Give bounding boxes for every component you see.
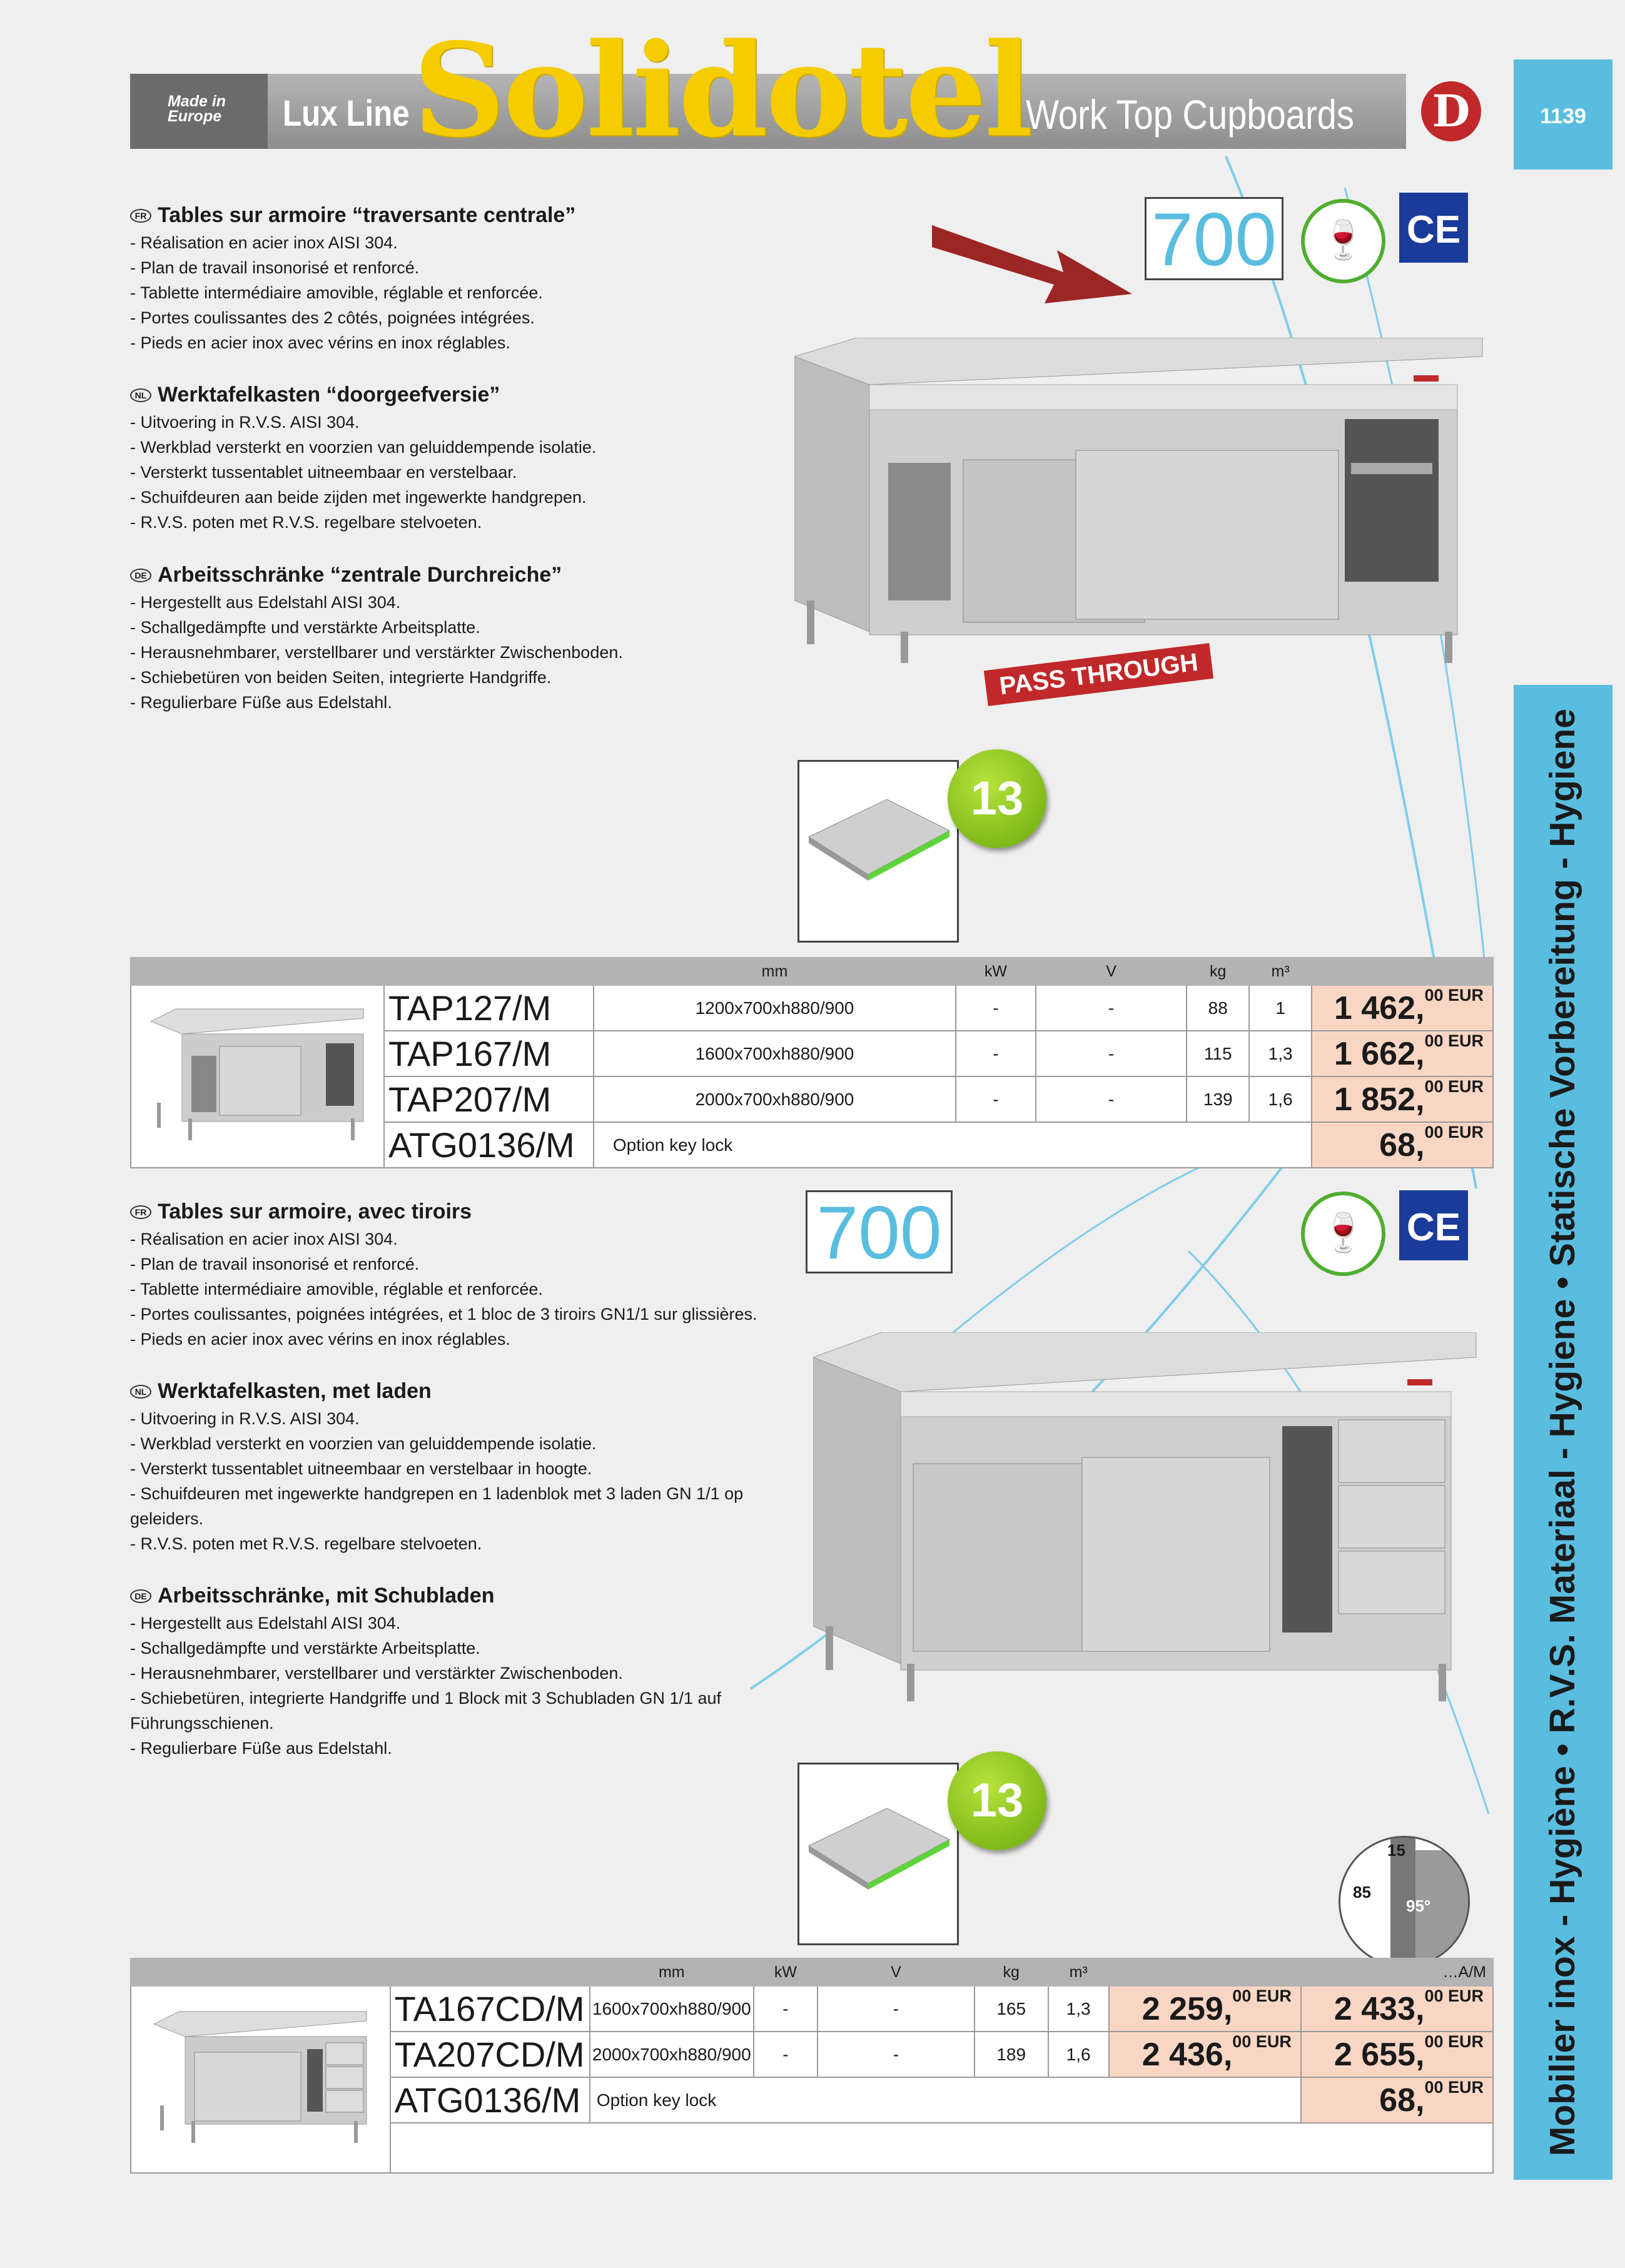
col-m3: m³ <box>1249 958 1312 985</box>
dimensions: 1600x700xh880/900 <box>594 1031 956 1076</box>
section2-nl-line: geleiders. <box>130 1509 204 1528</box>
section2-de-line: - Hergestellt aus Edelstahl AISI 304. <box>130 1614 401 1633</box>
col-lock-version: …A/M <box>1301 1958 1493 1986</box>
section2-nl <box>130 1379 893 1556</box>
m3-value: 1,6 <box>1048 2032 1109 2077</box>
price-main: 2 259, <box>1142 1990 1233 2027</box>
col-v: V <box>1036 958 1187 985</box>
kg-value: 88 <box>1187 985 1249 1031</box>
kg-value: 139 <box>1187 1076 1249 1122</box>
table-row <box>131 985 1493 1031</box>
page-number: 1139 <box>1514 59 1612 170</box>
profile-angle: 95° <box>1406 1896 1431 1915</box>
kw-value: - <box>956 1031 1036 1076</box>
product-code: TAP167/M <box>384 1031 594 1076</box>
col-m3: m³ <box>1048 1958 1109 1986</box>
section2-fr-line: - Plan de travail insonorisé et renforcé. <box>130 1255 420 1273</box>
price-main: 2 433, <box>1334 1990 1425 2027</box>
option-code: ATG0136/M <box>390 2077 590 2123</box>
pass-through-cabinet-image <box>794 338 1501 663</box>
section1-de-line: - Schallgedämpfte und verstärkte Arbeitsplatte. <box>130 618 480 637</box>
kw-value: - <box>754 1986 818 2032</box>
kg-value: 165 <box>974 1986 1048 2032</box>
v-value: - <box>1036 985 1187 1031</box>
price <box>1312 1031 1493 1076</box>
flag-fr: FR <box>130 1205 151 1219</box>
section1-de-line: - Hergestellt aus Edelstahl AISI 304. <box>130 593 401 612</box>
section1-de-line: - Herausnehmbarer, verstellbarer und verstärkter Zwischenboden. <box>130 643 623 662</box>
section1-de-line: - Regulierbare Füße aus Edelstahl. <box>130 693 392 712</box>
section1-nl-title: Werktafelkasten “doorgeefversie” <box>158 383 500 407</box>
product-code: TA207CD/M <box>390 2032 590 2077</box>
section1-de-line: - Schiebetüren von beiden Seiten, integrierte Handgriffe. <box>130 668 552 687</box>
side-band-text: Mobilier inox - Hygiène • R.V.S. Materiaal - Hygiene • Statische Vorbereitung - Hygiene <box>1542 708 1582 2157</box>
section1-fr-line: - Plan de travail insonorisé et renforcé. <box>130 258 420 277</box>
depth-badge: 700 <box>806 1190 953 1273</box>
profile-side: 85 <box>1353 1883 1371 1901</box>
price-main: 1 852, <box>1334 1081 1425 1118</box>
food-safe-icon: 🍷 <box>1301 199 1385 283</box>
price-cents: 00 EUR <box>1424 1122 1484 1142</box>
brand-logo: Solidotel <box>413 16 1031 166</box>
product-code: TAP127/M <box>384 985 594 1031</box>
dimensions: 1200x700xh880/900 <box>594 985 956 1031</box>
price-lock <box>1301 1986 1493 2032</box>
kg-value: 115 <box>1187 1031 1249 1076</box>
flag-fr: FR <box>130 209 151 223</box>
price-cents: 00 EUR <box>1424 2032 1484 2051</box>
col-mm: mm <box>590 1958 754 1986</box>
arrow-icon <box>932 213 1138 313</box>
section1-nl-line: - R.V.S. poten met R.V.S. regelbare stelvoeten. <box>130 513 482 532</box>
pass-through-label: PASS THROUGH <box>984 643 1214 706</box>
section2-de-line: - Herausnehmbarer, verstellbarer und verstärkter Zwischenboden. <box>130 1664 623 1683</box>
dimensions: 2000x700xh880/900 <box>594 1076 956 1122</box>
ce-mark-icon: CE <box>1399 193 1468 263</box>
option-code: ATG0136/M <box>384 1122 594 1168</box>
section2-nl-title: Werktafelkasten, met laden <box>158 1379 432 1403</box>
price-table-1 <box>130 957 1494 1168</box>
option-price <box>1301 2077 1493 2123</box>
dimensions: 2000x700xh880/900 <box>590 2032 754 2077</box>
flag-de: DE <box>130 569 151 582</box>
section1-fr-title: Tables sur armoire “traversante centrale” <box>158 203 576 227</box>
section1-nl <box>130 383 893 535</box>
option-price <box>1312 1122 1493 1168</box>
price-cents: 00 EUR <box>1424 985 1484 1005</box>
section2-nl-line: - Versterkt tussentablet uitneembaar en verstelbaar in hoogte. <box>130 1459 592 1478</box>
category-title: Work Top Cupboards <box>1026 91 1354 138</box>
price-main: 2 436, <box>1142 2036 1233 2073</box>
section2-nl-line: - Uitvoering in R.V.S. AISI 304. <box>130 1409 360 1428</box>
section2-fr-line: - Portes coulissantes, poignées intégrées, et 1 bloc de 3 tiroirs GN1/1 sur glissières. <box>130 1305 757 1324</box>
section1-fr-line: - Portes coulissantes des 2 côtés, poignées intégrées. <box>130 308 535 327</box>
kw-value: - <box>956 985 1036 1031</box>
m3-value: 1 <box>1249 985 1312 1031</box>
section1-nl-line: - Schuifdeuren aan beide zijden met ingewerkte handgrepen. <box>130 488 587 507</box>
m3-value: 1,3 <box>1048 1986 1109 2032</box>
product-code: TA167CD/M <box>390 1986 590 2032</box>
shelf-board-image <box>797 1763 959 1945</box>
option-label: Option key lock <box>590 2077 1301 2123</box>
col-kg: kg <box>974 1958 1048 1986</box>
price-cents: 00 EUR <box>1232 2032 1292 2051</box>
section2-nl-line: - Werkblad versterkt en voorzien van geluiddempende isolatie. <box>130 1434 597 1453</box>
shelf-count-badge: 13 <box>948 749 1046 848</box>
price-cents: 00 EUR <box>1424 1031 1484 1050</box>
flag-nl: NL <box>130 388 151 402</box>
dimensions: 1600x700xh880/900 <box>590 1986 754 2032</box>
shelf-board-image <box>797 760 959 943</box>
section1-fr-line: - Réalisation en acier inox AISI 304. <box>130 233 398 252</box>
shelf-count-badge: 13 <box>948 1751 1046 1850</box>
section1-fr-line: - Tablette intermédiaire amovible, réglable et renforcée. <box>130 283 543 302</box>
line-name: Lux Line <box>283 93 410 134</box>
section2-de <box>130 1584 893 1761</box>
price-main: 1 662, <box>1334 1035 1425 1072</box>
depth-badge: 700 <box>1145 197 1283 280</box>
product-thumb <box>131 1986 390 2173</box>
col-kw: kW <box>754 1958 818 1986</box>
section1-nl-line: - Versterkt tussentablet uitneembaar en verstelbaar. <box>130 463 517 482</box>
profile-top: 15 <box>1387 1841 1405 1860</box>
section1-de-title: Arbeitsschränke “zentrale Durchreiche” <box>158 563 562 587</box>
section2-de-line: Führungsschienen. <box>130 1714 274 1733</box>
section1-nl-line: - Werkblad versterkt en voorzien van geluiddempende isolatie. <box>130 438 597 457</box>
flag-nl: NL <box>130 1385 151 1399</box>
price-cents: 00 EUR <box>1232 1986 1292 2005</box>
kw-value: - <box>754 2032 818 2077</box>
d-logo-icon: D <box>1421 81 1481 141</box>
col-v: V <box>818 1958 974 1986</box>
section2-nl-line: - R.V.S. poten met R.V.S. regelbare stelvoeten. <box>130 1534 482 1553</box>
price-main: 68, <box>1379 1126 1425 1163</box>
price-cents: 00 EUR <box>1424 1076 1484 1096</box>
product-code: TAP207/M <box>384 1076 594 1122</box>
section2-fr-line: - Tablette intermédiaire amovible, réglable et renforcée. <box>130 1280 543 1299</box>
price <box>1109 1986 1301 2032</box>
option-label: Option key lock <box>594 1122 1312 1168</box>
price-table-2 <box>130 1958 1494 2174</box>
col-kg: kg <box>1187 958 1249 985</box>
section1-fr <box>130 203 893 355</box>
price-cents: 00 EUR <box>1424 2077 1484 2097</box>
price-main: 68, <box>1379 2082 1425 2119</box>
m3-value: 1,3 <box>1249 1031 1312 1076</box>
price-main: 1 462, <box>1334 990 1425 1026</box>
kw-value: - <box>956 1076 1036 1122</box>
section2-de-title: Arbeitsschränke, mit Schubladen <box>158 1584 495 1607</box>
flag-de: DE <box>130 1589 151 1603</box>
v-value: - <box>818 1986 974 2032</box>
v-value: - <box>818 2032 974 2077</box>
section1-nl-line: - Uitvoering in R.V.S. AISI 304. <box>130 413 360 432</box>
section2-fr-title: Tables sur armoire, avec tiroirs <box>158 1200 472 1223</box>
section2-de-line: - Schallgedämpfte und verstärkte Arbeitsplatte. <box>130 1639 480 1658</box>
table-row <box>131 1986 1493 2032</box>
section2-fr-line: - Réalisation en acier inox AISI 304. <box>130 1230 398 1248</box>
col-mm: mm <box>594 958 956 985</box>
price-cents: 00 EUR <box>1424 1986 1484 2005</box>
section1-de <box>130 563 893 715</box>
product-thumb <box>131 985 384 1168</box>
m3-value: 1,6 <box>1249 1076 1312 1122</box>
price <box>1109 2032 1301 2077</box>
section2-de-line: - Regulierbare Füße aus Edelstahl. <box>130 1739 392 1758</box>
v-value: - <box>1036 1031 1187 1076</box>
made-in-europe: Made in Europe <box>168 93 226 125</box>
section2-fr-line: - Pieds en acier inox avec vérins en inox réglables. <box>130 1330 510 1349</box>
kg-value: 189 <box>974 2032 1048 2077</box>
drawer-cabinet-image <box>813 1332 1489 1701</box>
price-main: 2 655, <box>1334 2036 1425 2073</box>
v-value: - <box>1036 1076 1187 1122</box>
price-lock <box>1301 2032 1493 2077</box>
price <box>1312 985 1493 1031</box>
section2-nl-line: - Schuifdeuren met ingewerkte handgrepen en 1 ladenblok met 3 laden GN 1/1 op <box>130 1484 744 1503</box>
price <box>1312 1076 1493 1122</box>
food-safe-icon: 🍷 <box>1301 1192 1385 1276</box>
col-kw: kW <box>956 958 1036 985</box>
ce-mark-icon: CE <box>1399 1190 1468 1260</box>
section1-fr-line: - Pieds en acier inox avec vérins en inox réglables. <box>130 333 510 352</box>
section2-de-line: - Schiebetüren, integrierte Handgriffe und 1 Block mit 3 Schubladen GN 1/1 auf <box>130 1689 722 1708</box>
section2-fr <box>130 1200 893 1352</box>
